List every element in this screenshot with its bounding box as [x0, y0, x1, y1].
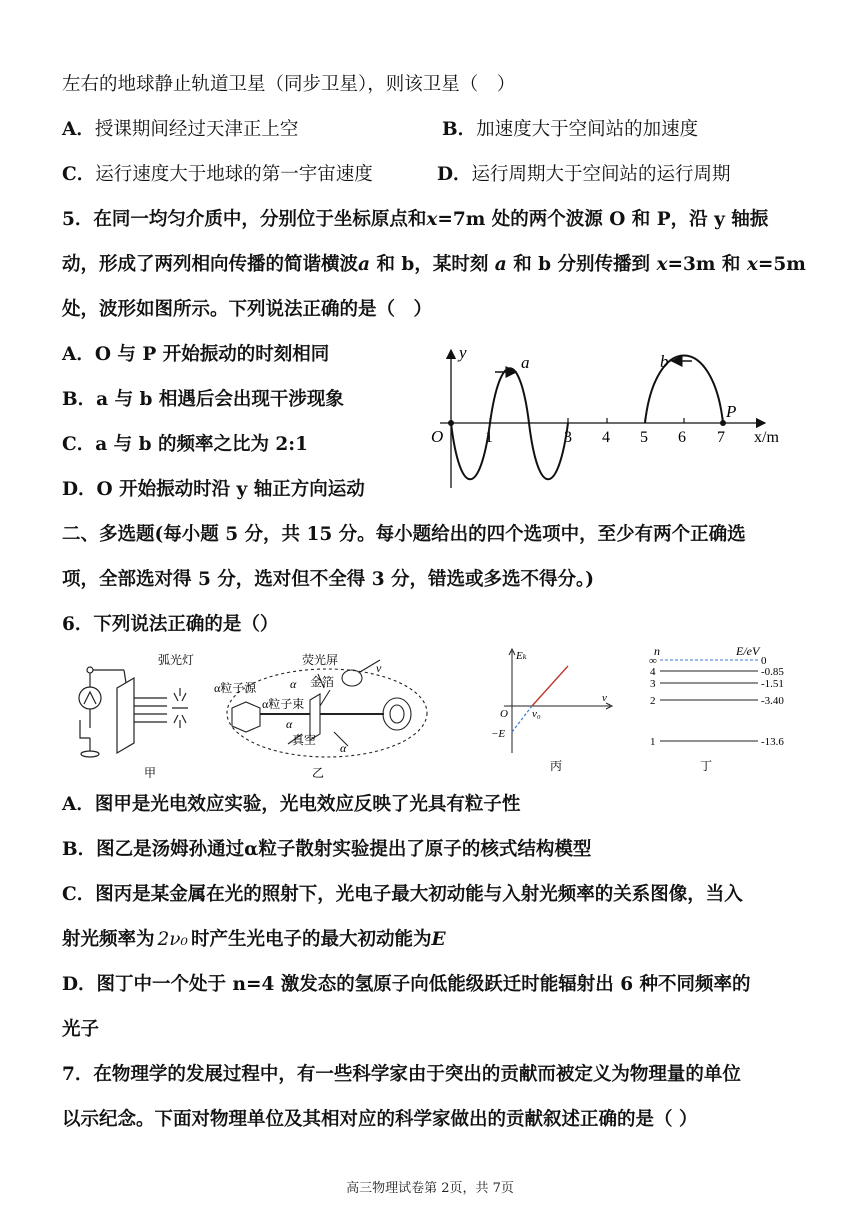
microscope	[383, 698, 411, 730]
option-text: 图丙是某金属在光的照射下，光电子最大初动能与入射光频率的关系图像，当入	[95, 884, 743, 905]
wave-a-label: a	[521, 353, 530, 372]
level-n: ∞	[649, 655, 657, 667]
source-o-dot	[448, 420, 454, 426]
option-letter: A．	[62, 794, 95, 815]
option-text: a 与 b 的频率之比为 2:1	[95, 434, 308, 455]
q5-option-d	[62, 478, 365, 502]
origin-label: O	[431, 427, 444, 446]
var-a: a	[494, 254, 507, 275]
option-letter: B．	[62, 389, 97, 410]
section-2-heading-line2: 项，全部选对得 5 分，选对但不全得 3 分，错选或多选不得分。)	[62, 569, 595, 590]
q5-text: =7m 处的两个波源 O 和 P，沿 y 轴振	[437, 209, 769, 230]
figure-jia-caption: 甲	[144, 766, 157, 778]
source-label: α粒子源	[214, 681, 257, 695]
alpha-label: α	[290, 677, 297, 691]
q5-option-c	[62, 433, 308, 457]
option-text: 运行速度大于地球的第一宇宙速度	[95, 164, 373, 185]
tick-label: 4	[602, 429, 610, 446]
q5-option-b	[62, 388, 344, 412]
q5-stem-line3: 处，波形如图所示。下列说法正确的是（ ）	[62, 299, 433, 320]
q5-stem-line1	[62, 208, 768, 232]
neg-e-label: −E	[491, 728, 506, 740]
velocity-label: v	[376, 661, 382, 675]
q5-text: 和 b 分别传播到	[506, 254, 657, 275]
wave-a	[451, 368, 568, 479]
q6-option-d-line1	[62, 973, 751, 997]
option-letter: B．	[442, 119, 477, 140]
var-a: a	[358, 254, 371, 275]
option-letter: D．	[62, 974, 97, 995]
q5-text: 和 b，某时刻	[370, 254, 495, 275]
figure-ding-caption: 丁	[700, 759, 713, 773]
q5-text: =5m	[757, 254, 806, 275]
q6-option-d-line2: 光子	[62, 1019, 100, 1040]
q6-stem: 6．下列说法正确的是（）	[62, 614, 279, 635]
ek-line-extension	[512, 706, 532, 732]
tick-label: 5	[640, 429, 648, 446]
option-text: 授课期间经过天津正上空	[94, 119, 299, 140]
level-e: -3.40	[761, 695, 784, 707]
x-axis-label: x/m	[754, 429, 779, 446]
wave-figure	[420, 338, 800, 498]
q6-option-b	[62, 838, 591, 862]
level-n: 1	[650, 736, 656, 748]
figure-yi-alpha-scattering	[212, 648, 442, 778]
level-e: -1.51	[761, 678, 784, 690]
wave-b-label: b	[660, 352, 669, 371]
tick-marks	[490, 418, 723, 423]
alpha-label: α	[340, 741, 347, 755]
screen-label: 荧光屏	[302, 653, 339, 667]
option-text: a 与 b 相遇后会出现干涉现象	[96, 389, 344, 410]
var-x: x	[426, 209, 438, 230]
var-x: x	[656, 254, 668, 275]
alpha-source-box	[232, 702, 260, 732]
q6-option-a	[62, 793, 520, 817]
figure-yi-caption: 乙	[312, 766, 325, 778]
option-text: 图甲是光电效应实验，光电效应反映了光具有粒子性	[94, 794, 521, 815]
zinc-plate	[117, 678, 134, 753]
var-x: x	[746, 254, 758, 275]
option-text: O 开始振动时沿 y 轴正方向运动	[96, 479, 365, 500]
var-e: E	[431, 929, 446, 950]
q6-option-c-line1	[62, 883, 743, 907]
level-e: -0.85	[761, 666, 784, 678]
q5-stem-line2	[62, 253, 806, 277]
q7-stem-line2: 以示纪念。下面对物理单位及其相对应的科学家做出的贡献叙述正确的是（ ）	[62, 1109, 698, 1130]
level-n: 2	[650, 695, 656, 707]
q5-text: 在同一均匀介质中，分别位于坐标原点和	[93, 209, 427, 230]
energy-header: E/eV	[736, 644, 760, 658]
beam-label: α粒子束	[262, 697, 305, 711]
q5-text: =3m 和	[667, 254, 747, 275]
y-axis-label: y	[459, 343, 467, 362]
option-letter: A．	[62, 119, 95, 140]
level-e: -13.6	[761, 736, 784, 748]
arc-lamp-label: 弧光灯	[158, 653, 195, 667]
figure-jia-photoelectric	[62, 648, 202, 778]
option-letter: B．	[62, 839, 97, 860]
foil-label: 金箔	[310, 675, 335, 689]
vacuum-label: 真空	[292, 733, 317, 747]
option-text: O 与 P 开始振动的时刻相同	[94, 344, 330, 365]
option-letter: C．	[62, 164, 96, 185]
q5-option-a	[62, 343, 329, 367]
option-letter: D．	[62, 479, 97, 500]
wave-b	[645, 356, 723, 424]
q4-option-c	[62, 163, 373, 187]
q6-option-c-line2	[62, 928, 446, 952]
tick-label: 6	[678, 429, 686, 446]
option-letter: C．	[62, 434, 96, 455]
tick-label: 3	[564, 429, 572, 446]
question-number: 5．	[62, 209, 94, 230]
option-text: 时产生光电子的最大初动能为	[190, 929, 432, 950]
q4-option-d	[437, 163, 731, 187]
page-footer: 高三物理试卷第 2页，共 7页	[346, 1181, 514, 1196]
option-text: 图丁中一个处于 n=4 激发态的氢原子向低能级跃迁时能辐射出 6 种不同频率的	[96, 974, 751, 995]
tick-label: 1	[485, 429, 493, 446]
level-n: 3	[650, 678, 656, 690]
math-2nu0: 2ν₀	[157, 929, 188, 950]
level-n: 4	[650, 666, 656, 678]
q5-text: 动，形成了两列相向传播的简谐横波	[62, 254, 359, 275]
option-letter: D．	[437, 164, 472, 185]
figure-bing-ek-graph	[490, 643, 620, 778]
ek-line	[532, 666, 568, 706]
n-header: n	[654, 644, 660, 658]
option-text: 射光频率为	[62, 929, 155, 950]
electroscope-icon	[79, 687, 101, 709]
figure-bing-caption: 丙	[550, 759, 563, 773]
tick-label: 7	[717, 429, 725, 446]
option-letter: A．	[62, 344, 95, 365]
nu0-label: ν₀	[532, 708, 541, 720]
q7-stem-line1: 7．在物理学的发展过程中，有一些科学家由于突出的贡献而被定义为物理量的单位	[62, 1064, 741, 1085]
origin-label: O	[500, 708, 508, 720]
level-e: 0	[761, 655, 767, 667]
q4-stem-tail: 左右的地球静止轨道卫星（同步卫星），则该卫星（ ）	[62, 74, 516, 95]
q4-option-b	[442, 118, 698, 142]
arc-lamp-icon	[172, 688, 188, 728]
alpha-label: α	[286, 717, 293, 731]
option-text: 加速度大于空间站的加速度	[476, 119, 699, 140]
q4-option-a	[62, 118, 298, 142]
option-text: 图乙是汤姆孙通过α粒子散射实验提出了原子的核式结构模型	[96, 839, 592, 860]
section-2-heading-line1: 二、多选题(每小题 5 分，共 15 分。每小题给出的四个选项中，至少有两个正确选	[62, 524, 746, 545]
point-p-label: P	[726, 402, 737, 421]
ek-label: Eₖ	[516, 650, 527, 662]
option-text: 运行周期大于空间站的运行周期	[471, 164, 731, 185]
option-letter: C．	[62, 884, 96, 905]
figure-ding-energy-levels	[640, 640, 800, 780]
fluorescent-screen	[342, 670, 362, 686]
nu-label: ν	[602, 692, 607, 704]
